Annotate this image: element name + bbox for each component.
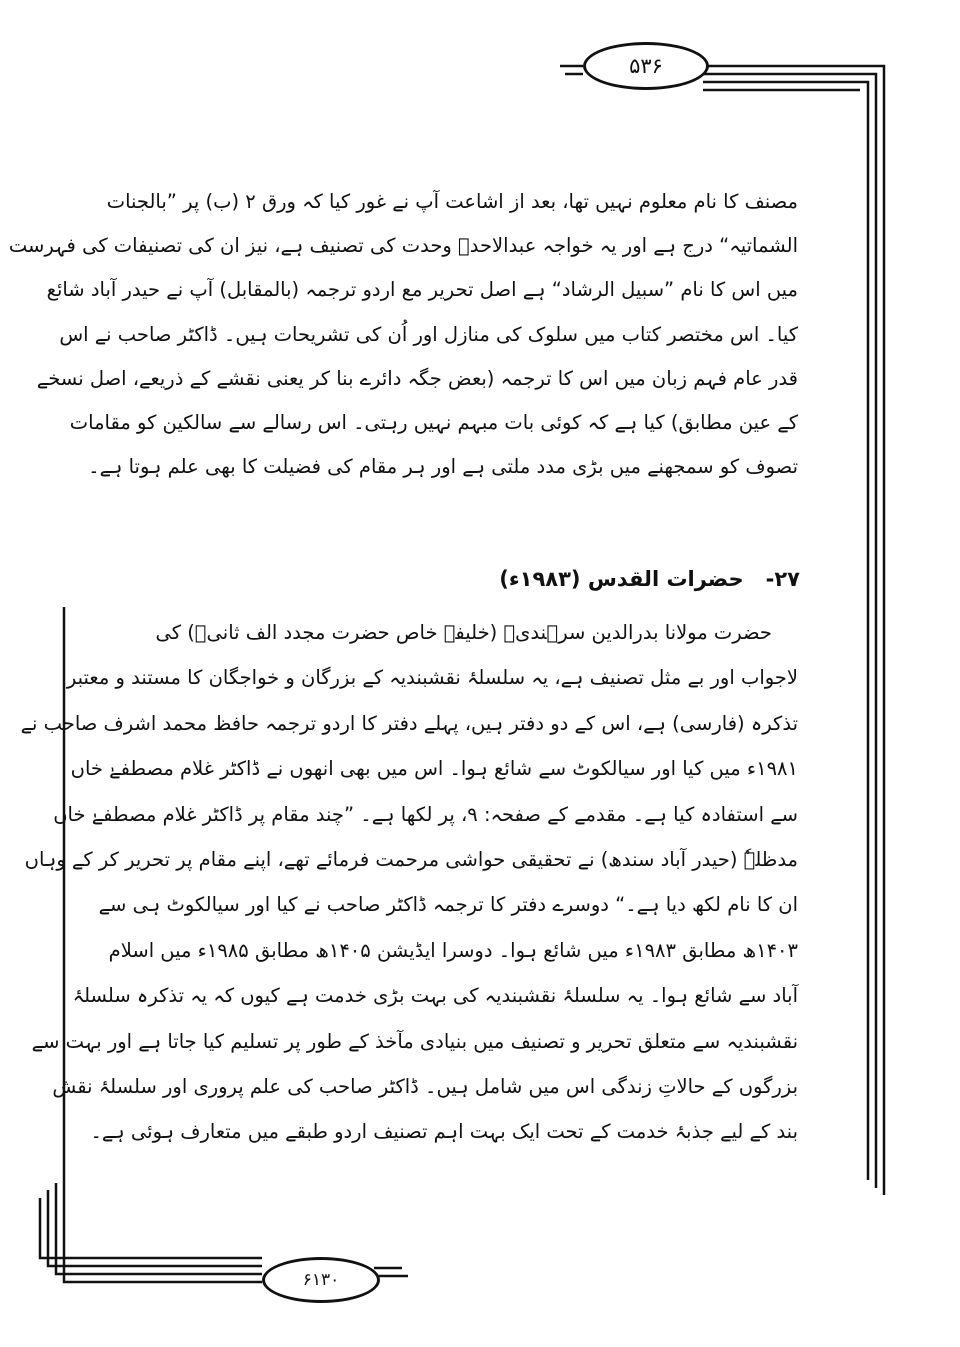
- page-number-bottom: ۶۱۳۰: [262, 1257, 380, 1303]
- paragraph-line: مصنف کا نام معلوم نہیں تھا، بعد از اشاعت آپ نے غور کیا کہ ورق ۲ (ب) پر ”بالجنات: [106, 190, 798, 213]
- section-number: ۲۷-: [765, 567, 800, 591]
- paragraph-2: [20, 610, 798, 1155]
- paragraph-line: ۱۹۸۱ء میں کیا اور سیالکوٹ سے شائع ہوا۔ اس میں بھی انھوں نے ڈاکٹر غلام مصطفےٰ خاں: [70, 757, 798, 781]
- paragraph-line: میں اس کا نام ”سبیل الرشاد“ ہے اصل تحریر مع اردو ترجمہ (بالمقابل) آپ نے حیدر آباد شائع: [46, 278, 798, 302]
- paragraph-line: تصوف کو سمجھنے میں بڑی مدد ملتی ہے اور ہر مقام کی فضیلت کا بھی علم ہوتا ہے۔: [88, 455, 798, 479]
- paragraph-line: حضرت مولانا بدرالدین سرہندیؒ (خلیفہ خاص حضرت مجدد الف ثانیؒ) کی: [155, 621, 772, 644]
- page-number-top: ۵۳۶: [583, 42, 709, 90]
- paragraph-line: آباد سے شائع ہوا۔ یہ سلسلۂ نقشبندیہ کی بہت بڑی خدمت ہے کیوں کہ یہ تذکرہ سلسلۂ: [72, 984, 798, 1008]
- paragraph-line: کے عین مطابق) کیا ہے کہ کوئی بات مبہم نہیں رہتی۔ اس رسالے سے سالکین کو مقامات: [69, 410, 798, 434]
- paragraph-line: مدظلہٗ (حیدر آباد سندھ) نے تحقیقی حواشی مرحمت فرمائے تھے، اپنے مقام پر تحریر کر کے وہاں: [24, 847, 798, 871]
- paragraph-line: سے استفادہ کیا ہے۔ مقدمے کے صفحہ: ۹، پر لکھا ہے۔ ”چند مقام پر ڈاکٹر غلام مصطفےٰ خاں: [53, 802, 798, 826]
- paragraph-line: نقشبندیہ سے متعلق تحریر و تصنیف میں بنیادی مآخذ کے طور پر تسلیم کیا جاتا ہے اور بہت سے: [31, 1029, 798, 1053]
- paragraph-line: قدر عام فہم زبان میں اس کا ترجمہ (بعض جگہ دائرے بنا کر یعنی نقشے کے ذریعے، اصل نسخے: [36, 366, 798, 390]
- paragraph-line: تذکرہ (فارسی) ہے، اس کے دو دفتر ہیں، پہلے دفتر کا اردو ترجمہ حافظ محمد اشرف صاحب نے: [20, 711, 798, 735]
- paragraph-line: کیا۔ اس مختصر کتاب میں سلوک کی منازل اور اُن کی تشریحات ہیں۔ ڈاکٹر صاحب نے اس: [59, 322, 798, 346]
- paragraph-line: بزرگوں کے حالاتِ زندگی اس میں شامل ہیں۔ ڈاکٹر صاحب کی علم پروری اور سلسلۂ نقش: [52, 1074, 798, 1098]
- paragraph-line: لاجواب اور بے مثل تصنیف ہے، یہ سلسلۂ نقشبندیہ کے بزرگان و خواجگان کا مستند و معتبر: [66, 666, 798, 690]
- paragraph-line: ۱۴۰۳ھ مطابق ۱۹۸۳ء میں شائع ہوا۔ دوسرا ایڈیشن ۱۴۰۵ھ مطابق ۱۹۸۵ء میں اسلام: [108, 938, 798, 962]
- paragraph-line: ان کا نام لکھ دیا ہے۔“ دوسرے دفتر کا ترجمہ ڈاکٹر صاحب نے کیا اور سیالکوٹ ہی سے: [98, 893, 798, 917]
- paragraph-1: [8, 180, 798, 489]
- paragraph-line: الشماتیہ“ درج ہے اور یہ خواجہ عبدالاحدؒ وحدت کی تصنیف ہے، نیز ان کی تصنیفات کی فہرست: [8, 234, 798, 258]
- section-title: حضرات القدس (۱۹۸۳ء): [499, 567, 744, 591]
- paragraph-line: بند کے لیے جذبۂ خدمت کے تحت ایک بہت اہم تصنیف اردو طبقے میں متعارف ہوئی ہے۔: [90, 1120, 798, 1144]
- section-heading: [430, 558, 800, 600]
